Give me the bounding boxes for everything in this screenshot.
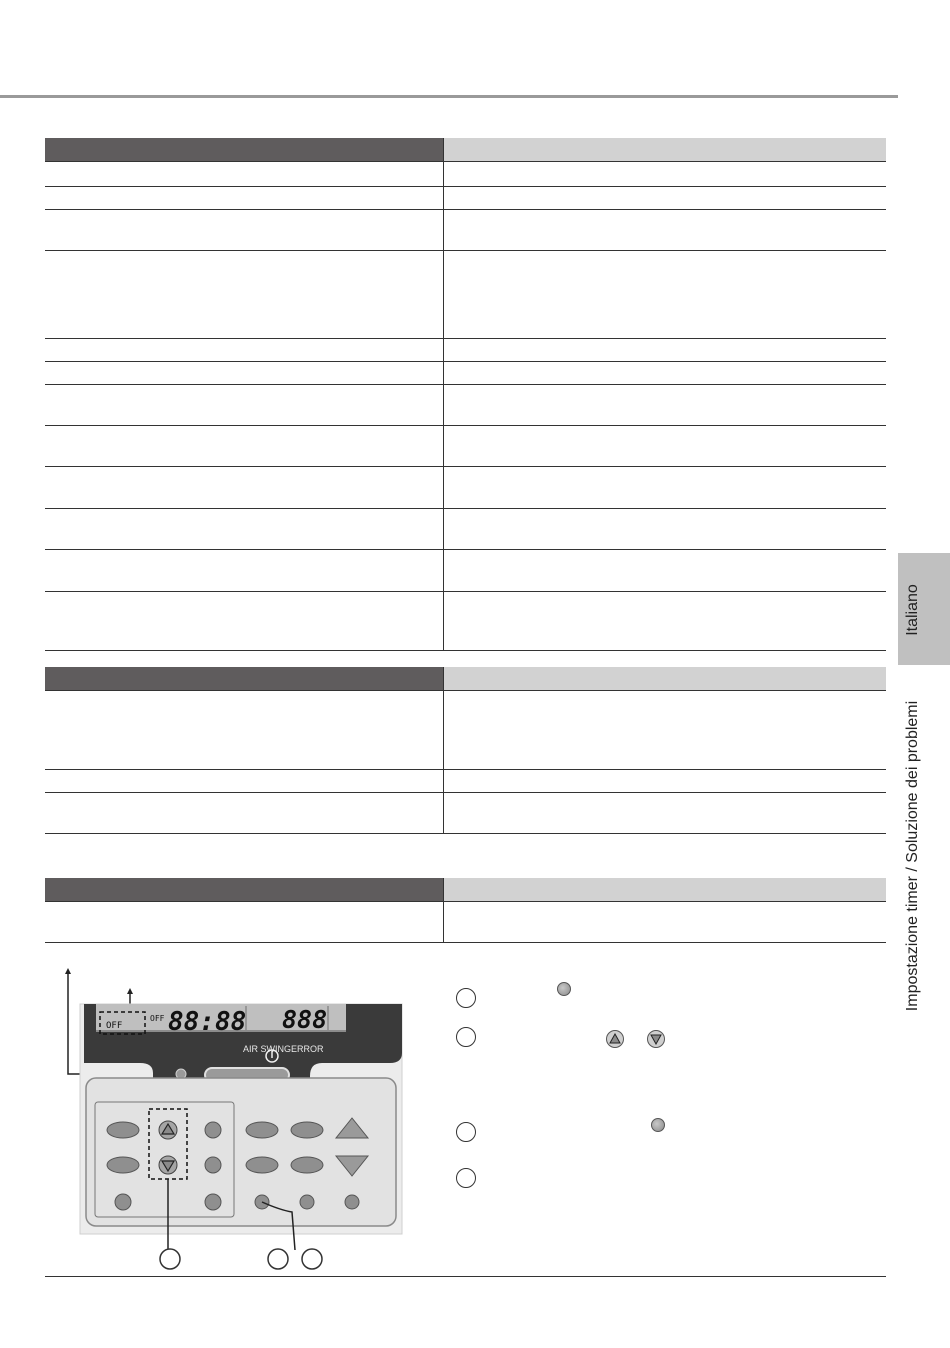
table-row xyxy=(45,550,886,592)
keypad-button[interactable] xyxy=(300,1195,314,1209)
table-row xyxy=(45,793,886,834)
table-row xyxy=(45,339,886,362)
keypad-button[interactable] xyxy=(205,1194,221,1210)
keypad-button[interactable] xyxy=(115,1194,131,1210)
error-label: ERROR xyxy=(291,1044,324,1054)
keypad-button[interactable] xyxy=(246,1157,278,1173)
table-2 xyxy=(45,667,886,834)
time-down-button[interactable] xyxy=(159,1156,177,1174)
table-row xyxy=(45,251,886,339)
step-circle xyxy=(456,988,476,1008)
keypad-button[interactable] xyxy=(107,1122,139,1138)
lcd-clock-readout: 88:88 xyxy=(168,1007,247,1037)
timer-button-icon xyxy=(557,982,571,996)
header-cell-right xyxy=(444,878,887,902)
table-row xyxy=(45,385,886,426)
time-up-button[interactable] xyxy=(159,1121,177,1139)
air-swing-label: AIR SWING xyxy=(243,1044,292,1054)
lcd-code-readout: 888 xyxy=(282,1005,328,1034)
header-cell-right xyxy=(444,138,887,162)
table-row xyxy=(45,592,886,651)
table-row xyxy=(45,362,886,385)
keypad-button[interactable] xyxy=(205,1122,221,1138)
table-1 xyxy=(45,138,886,651)
table-row xyxy=(45,426,886,467)
keypad-button[interactable] xyxy=(291,1122,323,1138)
keypad-button[interactable] xyxy=(205,1157,221,1173)
header-cell-right xyxy=(444,667,887,691)
table-row xyxy=(45,187,886,210)
header-cell-left xyxy=(45,667,444,691)
remote-panel-illustration xyxy=(60,968,410,1273)
table-header-row xyxy=(45,878,886,902)
table-header-row xyxy=(45,667,886,691)
table-row xyxy=(45,902,886,943)
down-arrow-icon xyxy=(647,1030,665,1048)
callout-circle xyxy=(268,1249,288,1269)
callout-circle xyxy=(160,1249,180,1269)
up-arrow-icon xyxy=(606,1030,624,1048)
header-cell-left xyxy=(45,138,444,162)
table-header-row xyxy=(45,138,886,162)
lcd-off-indicator: OFF xyxy=(106,1021,123,1031)
keypad-button[interactable] xyxy=(291,1157,323,1173)
header-cell-left xyxy=(45,878,444,902)
keypad-button[interactable] xyxy=(246,1122,278,1138)
footer-rule xyxy=(45,1276,886,1277)
step-circle xyxy=(456,1168,476,1188)
table-row xyxy=(45,691,886,770)
table-row xyxy=(45,210,886,251)
table-row xyxy=(45,509,886,550)
step-circle xyxy=(456,1122,476,1142)
header-rule xyxy=(0,95,898,98)
language-tab-label: Italiano xyxy=(904,584,921,636)
table-3 xyxy=(45,878,886,943)
callout-circle xyxy=(302,1249,322,1269)
lcd-off-label: OFF xyxy=(150,1014,165,1023)
table-row xyxy=(45,770,886,793)
step-circle xyxy=(456,1027,476,1047)
set-button-icon xyxy=(651,1118,665,1132)
table-row xyxy=(45,467,886,509)
table-row xyxy=(45,162,886,187)
keypad-button[interactable] xyxy=(107,1157,139,1173)
keypad-button[interactable] xyxy=(345,1195,359,1209)
chapter-title: Impostazione timer / Soluzione dei problemi xyxy=(904,700,921,1012)
